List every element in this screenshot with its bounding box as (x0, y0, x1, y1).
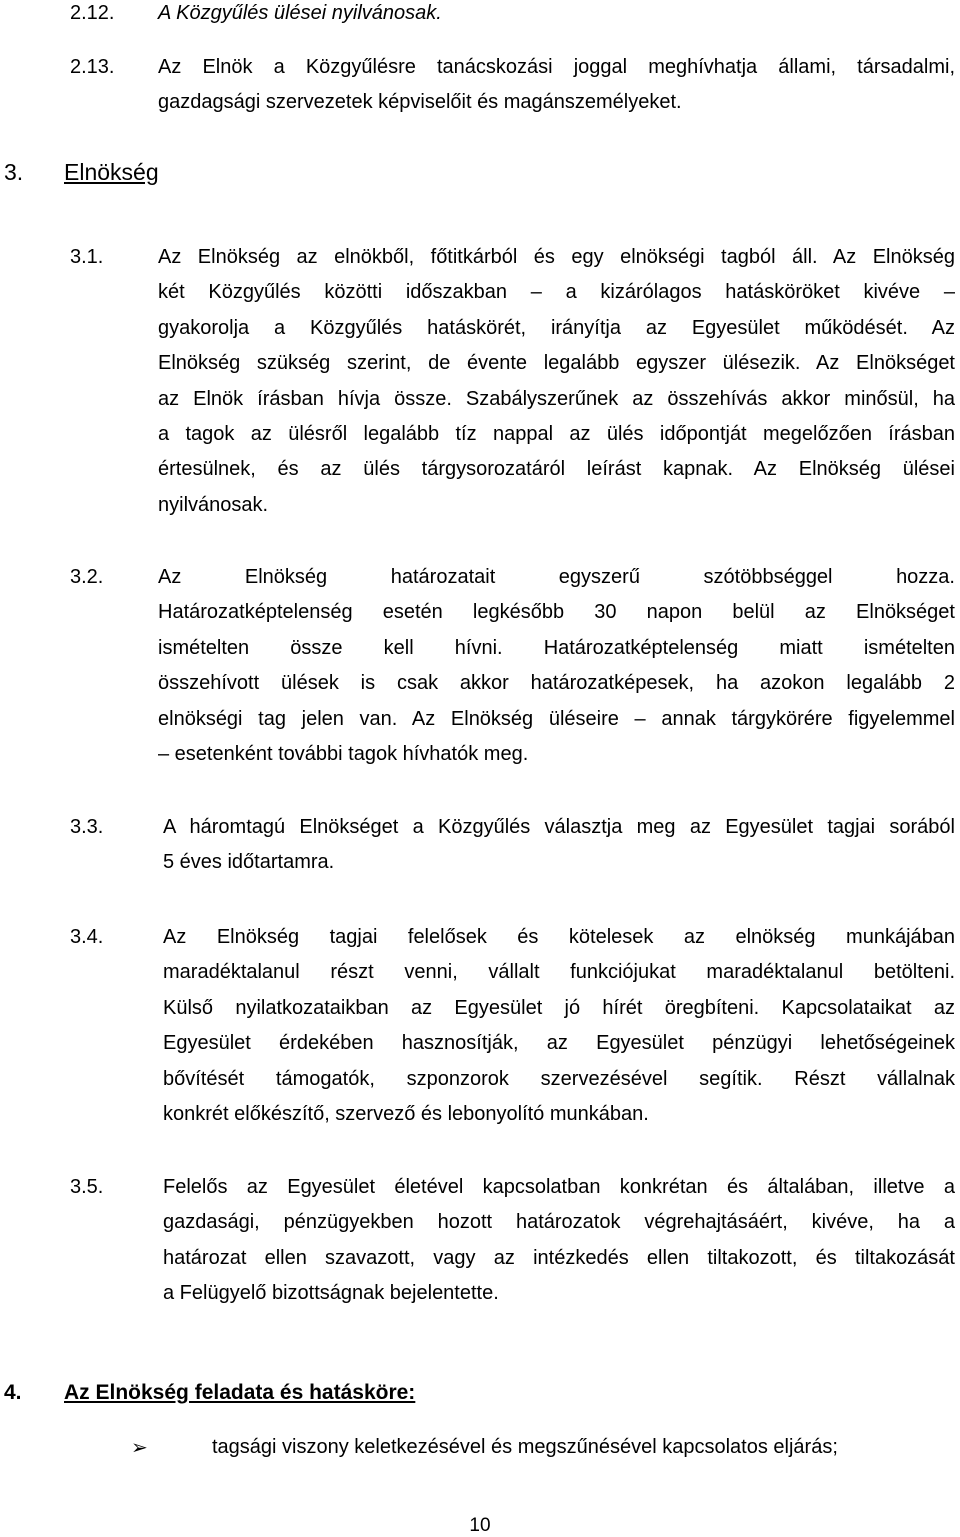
paragraph-line: konkrét előkészítő, szervező és lebonyolító munkában. (163, 1102, 649, 1125)
paragraph-3-5 (163, 1170, 955, 1312)
paragraph-line: 5 éves időtartamra. (163, 851, 335, 874)
section-number-3-5: 3.5. (70, 1176, 104, 1198)
paragraph-line: összehívott ülések is csak akkor határozatképesek, ha azokon legalább 2 (158, 672, 955, 695)
paragraph-2-12 (158, 0, 955, 31)
paragraph-line: az Elnök írásban hívja össze. Szabályszerűnek az összehívás akkor minősül, ha (158, 387, 955, 410)
section-number-3-4: 3.4. (70, 926, 104, 948)
paragraph-line: gyakorolja a Közgyűlés hatáskörét, irányítja az Egyesület működését. Az (158, 316, 955, 339)
paragraph-line: bővítését támogatók, szponzorok szervezésével segítik. Részt vállalnak (163, 1067, 955, 1090)
paragraph-line: Elnökség szükség szerint, de évente legalább egyszer ülésezik. Az Elnökséget (158, 352, 955, 375)
paragraph-line: ismételten össze kell hívni. Határozatképtelenség miatt ismételten (158, 636, 955, 659)
section-number-3-1: 3.1. (70, 246, 104, 268)
paragraph-3-3 (163, 810, 955, 881)
paragraph-3-4 (163, 920, 955, 1132)
bullet-item: tagsági viszony keletkezésével és megszűnésével kapcsolatos eljárás; (212, 1436, 838, 1458)
paragraph-line: gazdasági, pénzügyekben hozott határozatok végrehajtásáért, kivéve, ha a (163, 1211, 955, 1234)
page-number: 10 (469, 1515, 491, 1536)
paragraph-line: a tagok az ülésről legalább tíz nappal az ülés időpontját megelőzően írásban (158, 422, 955, 445)
paragraph-line: Az Elnökség határozatait egyszerű szótöbbséggel hozza. (158, 566, 955, 588)
chapter-title-3: Elnökség (64, 159, 159, 185)
arrowhead-bullet-icon: ➢ (131, 1435, 148, 1459)
paragraph-line: – esetenként további tagok hívhatók meg. (158, 742, 529, 765)
paragraph-line: értesülnek, és az ülés tárgysorozatáról leírást kapnak. Az Elnökség ülései (158, 458, 955, 481)
paragraph-line: A Közgyűlés ülései nyilvánosak. (158, 2, 442, 24)
paragraph-line: határozat ellen szavazott, vagy az intézkedés ellen tiltakozott, és tiltakozását (163, 1246, 955, 1269)
paragraph-line: Külső nyilatkozataikban az Egyesület jó hírét öregbíteni. Kapcsolataikat az (163, 996, 955, 1019)
paragraph-line: maradéktalanul részt venni, vállalt funkciójukat maradéktalanul betölteni. (163, 961, 955, 984)
chapter-title-4: Az Elnökség feladata és hatásköre: (64, 1381, 416, 1404)
paragraph-line: gazdagsági szervezetek képviselőit és magánszemélyeket. (158, 91, 682, 114)
paragraph-line: Az Elnökség az elnökből, főtitkárból és egy elnökségi tagból áll. Az Elnökség (158, 246, 955, 268)
section-number-2-12: 2.12. (70, 2, 115, 24)
paragraph-3-2 (158, 560, 955, 772)
paragraph-line: Az Elnök a Közgyűlésre tanácskozási joggal meghívhatja állami, társadalmi, (158, 56, 955, 78)
section-number-2-13: 2.13. (70, 56, 115, 78)
paragraph-line: Felelős az Egyesület életével kapcsolatban konkrétan és általában, illetve a (163, 1176, 955, 1198)
paragraph-line: elnökségi tag jelen van. Az Elnökség üléseire – annak tárgykörére figyelemmel (158, 707, 955, 730)
paragraph-line: két Közgyűlés közötti időszakban – a kizárólagos hatásköröket kivéve – (158, 281, 955, 304)
paragraph-line: A háromtagú Elnökséget a Közgyűlés választja meg az Egyesület tagjai sorából (163, 816, 955, 838)
paragraph-line: a Felügyelő bizottságnak bejelentette. (163, 1282, 499, 1305)
paragraph-line: Egyesület érdekében hasznosítják, az Egyesület pénzügyi lehetőségeinek (163, 1032, 955, 1055)
section-number-3-3: 3.3. (70, 816, 104, 838)
paragraph-line: Az Elnökség tagjai felelősek és kötelesek az elnökség munkájában (163, 926, 955, 948)
chapter-number-4: 4. (4, 1381, 22, 1404)
section-number-3-2: 3.2. (70, 566, 104, 588)
paragraph-2-13 (158, 50, 955, 121)
paragraph-line: nyilvánosak. (158, 493, 269, 516)
paragraph-line: Határozatképtelenség esetén legkésőbb 30 napon belül az Elnökséget (158, 601, 955, 624)
paragraph-3-1 (158, 240, 955, 523)
chapter-number-3: 3. (4, 159, 24, 185)
